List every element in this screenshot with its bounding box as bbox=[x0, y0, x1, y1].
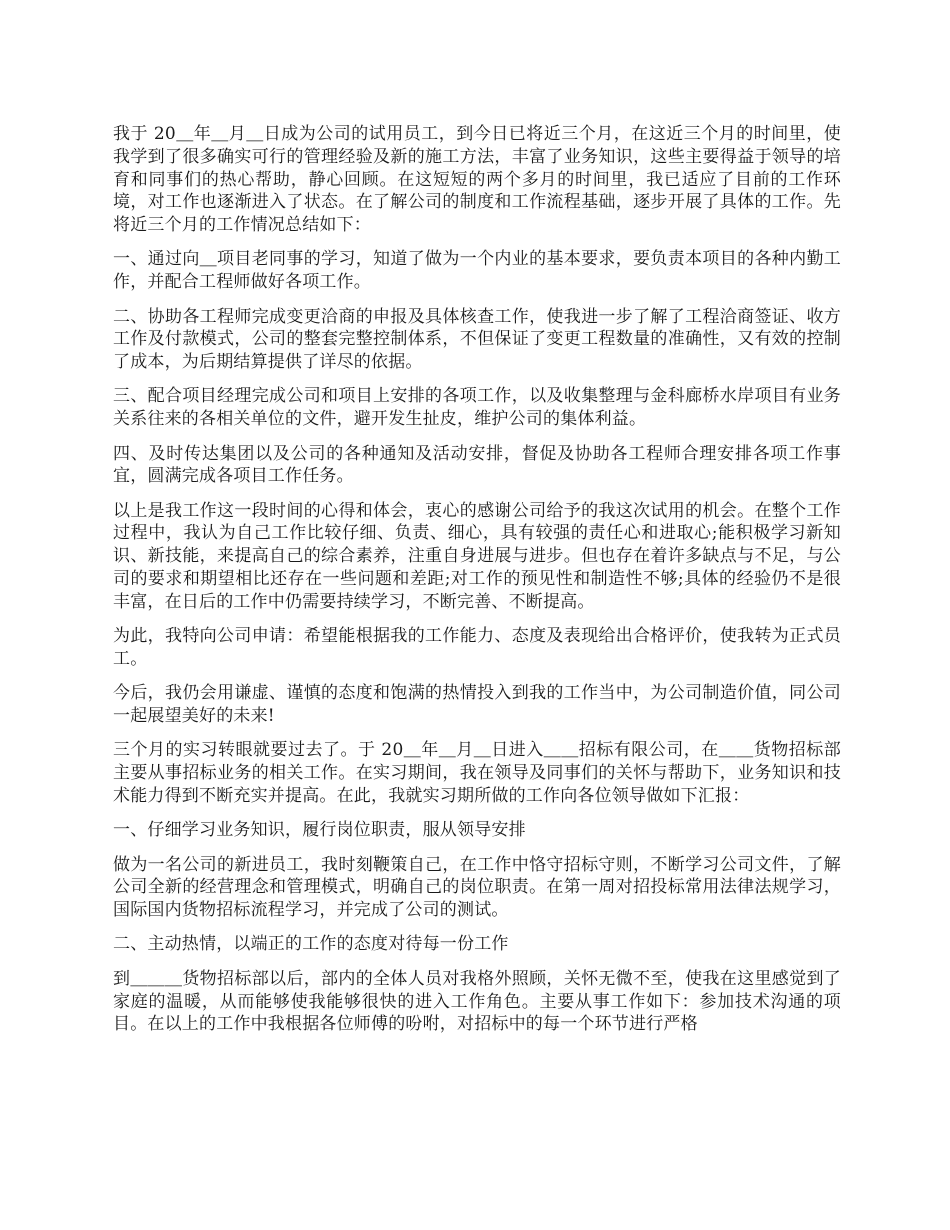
section-heading-2: 二、主动热情，以端正的工作的态度对待每一份工作 bbox=[113, 934, 509, 955]
paragraph-item-3: 三、配合项目经理完成公司和项目上安排的各项工作，以及收集整理与金科廊桥水岸项目有业务关系往来的各相关单位的文件，避开发生扯皮，维护公司的集体利益。 bbox=[113, 386, 841, 430]
paragraph-intro: 我于 20＿年＿月＿日成为公司的试用员工，到今日已将近三个月，在这近三个月的时间里，使我学到了很多确实可行的管理经验及新的施工方法，丰富了业务知识，这些主要得益于领导的培育和同事们的热心帮助，静心回顾。在这短短的两个多月的时间里，我已适应了目前的工作环境，对工作也逐渐进入了状态。在了解公司的制度和工作流程基础，逐步开展了具体的工作。先将近三个月的工作情况总结如下： bbox=[113, 124, 841, 236]
paragraph-outlook: 今后，我仍会用谦虚、谨慎的态度和饱满的热情投入到我的工作当中，为公司制造价值，同公司一起展望美好的未来! bbox=[113, 683, 841, 727]
paragraph-section-2: 到＿＿＿货物招标部以后，部内的全体人员对我格外照顾，关怀无微不至，使我在这里感觉到了家庭的温暖，从而能够使我能够很快的进入工作角色。主要从事工作如下：参加技术沟通的项目。在以上的工作中我根据各位师傅的吩咐，对招标中的每一个环节进行严格 bbox=[113, 968, 841, 1035]
paragraph-section-1: 做为一名公司的新进员工，我时刻鞭策自己，在工作中恪守招标守则，不断学习公司文件，了解公司全新的经营理念和管理模式，明确自己的岗位职责。在第一周对招投标常用法律法规学习，国际国内货物招标流程学习，并完成了公司的测试。 bbox=[113, 854, 841, 921]
paragraph-reflection: 以上是我工作这一段时间的心得和体会，衷心的感谢公司给予的我这次试用的机会。在整个工作过程中，我认为自己工作比较仔细、负责、细心，具有较强的责任心和进取心;能积极学习新知识、新技能，来提高自己的综合素养，注重自身进展与进步。但也存在着许多缺点与不足，与公司的要求和期望相比还存在一些问题和差距;对工作的预见性和制造性不够;具体的经验仍不是很丰富，在日后的工作中仍需要持续学习，不断完善、不断提高。 bbox=[113, 500, 841, 612]
paragraph-item-2: 二、协助各工程师完成变更洽商的申报及具体核查工作，使我进一步了解了工程洽商签证、收方工作及付款模式，公司的整套完整控制体系，不但保证了变更工程数量的准确性，又有效的控制了成本，为后期结算提供了详尽的依据。 bbox=[113, 306, 841, 373]
paragraph-item-1: 一、通过向＿项目老同事的学习，知道了做为一个内业的基本要求，要负责本项目的各种内勤工作，并配合工程师做好各项工作。 bbox=[113, 249, 841, 293]
section-heading-1: 一、仔细学习业务知识，履行岗位职责，服从领导安排 bbox=[113, 820, 526, 841]
paragraph-item-4: 四、及时传达集团以及公司的各种通知及活动安排，督促及协助各工程师合理安排各项工作事宜，圆满完成各项目工作任务。 bbox=[113, 443, 841, 487]
paragraph-request: 为此，我特向公司申请：希望能根据我的工作能力、态度及表现给出合格评价，使我转为正式员工。 bbox=[113, 626, 841, 669]
document-page bbox=[113, 123, 841, 1048]
paragraph-second-intro: 三个月的实习转眼就要过去了。于 20＿年＿月＿日进入＿＿招标有限公司，在＿＿货物招标部主要从事招标业务的相关工作。在实习期间，我在领导及同事们的关怀与帮助下，业务知识和技术能力得到不断充实并提高。在此，我就实习期所做的工作向各位领导做如下汇报： bbox=[113, 740, 841, 806]
